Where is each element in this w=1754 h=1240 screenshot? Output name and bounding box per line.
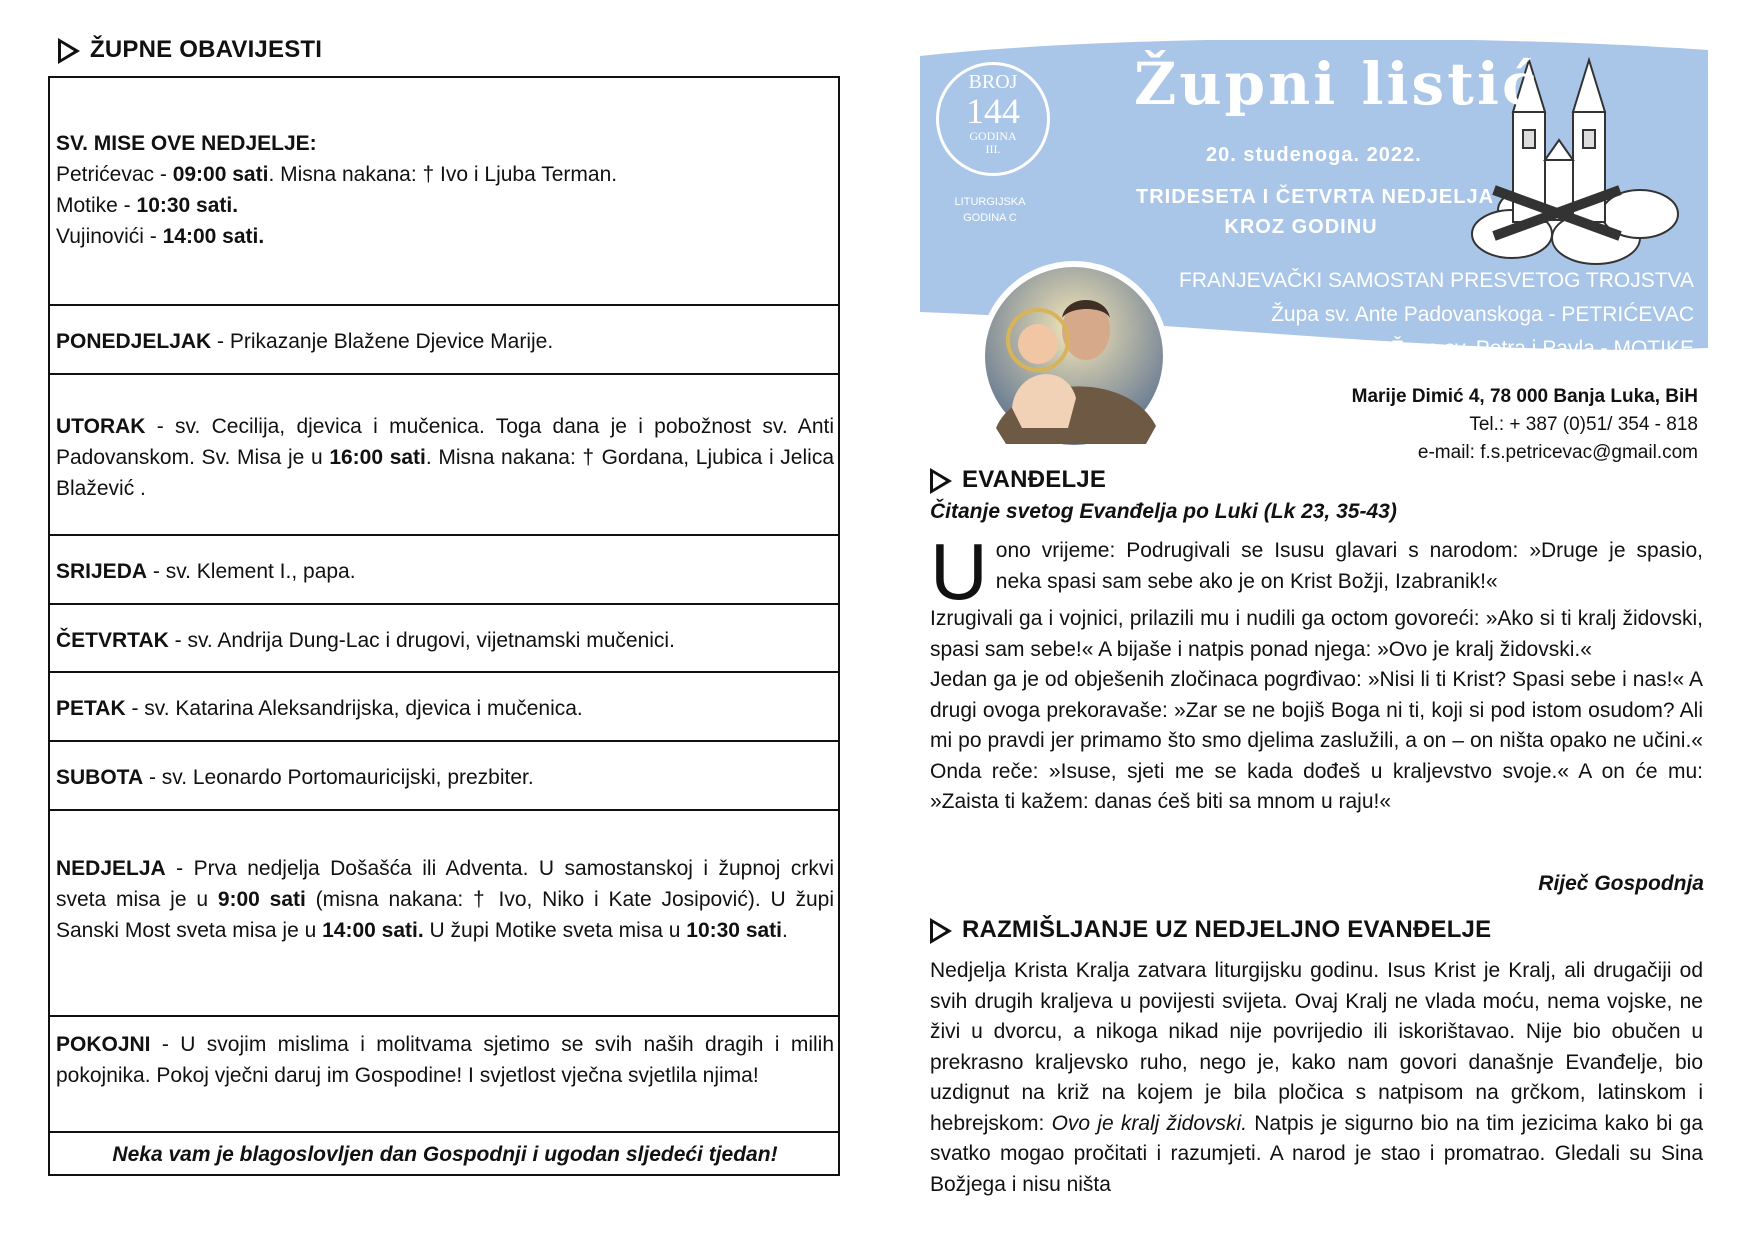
row-petak: PETAK - sv. Katarina Aleksandrijska, djevica i mučenica.	[50, 673, 838, 742]
row-subota: SUBOTA - sv. Leonardo Portomauricijski, prezbiter.	[50, 742, 838, 811]
row-masses: SV. MISE OVE NEDJELJE: Petrićevac - 09:00 sati. Misna nakana: † Ivo i Ljuba Terman. Motike - 10:30 sati. Vujinovići - 14:00 sati.	[50, 78, 838, 306]
sunday-name: TRIDESETA I ČETVRTA NEDJELJA KROZ GODINU	[1136, 186, 1495, 238]
section-title-announcements: ŽUPNE OBAVIJESTI	[58, 36, 322, 64]
bulletin-title: Župni listić	[1134, 50, 1541, 118]
contact-address: Marije Dimić 4, 78 000 Banja Luka, BiH	[1351, 386, 1698, 407]
header-banner	[920, 40, 1710, 400]
liturgical-year: LITURGIJSKA GODINA C	[954, 196, 1026, 224]
section-title-reflection: RAZMIŠLJANJE UZ NEDJELJNO EVANĐELJE	[930, 916, 1491, 944]
issue-badge: BROJ 144 GODINA III.	[936, 62, 1050, 176]
saint-anthony-portrait	[976, 258, 1172, 454]
row-utorak: UTORAK - sv. Cecilija, djevica i mučenica. Toga dana je i pobožnost sv. Anti Padovanskom. Sv. Misa je u 16:00 sati. Misna nakana: † Gordana, Ljubica i Jelica Blažević .	[50, 375, 838, 536]
reflection-text: Nedjelja Krista Kralja zatvara liturgijsku godinu. Isus Krist je Kralj, ali drugačiji od svih drugih kraljeva u povijesti svijeta. Ovaj Kralj ne vlada moću, nema vojske, ne živi u dvorcu, a nikoga nikad nije povrijedio ili iskorištavao. Nije bio obučen u prekrasno kraljevsko ruho, nego je, kako nam govori današnje Evanđelje, bio uzdignut na križ na kojem je bila pločica s natpisom na grčkom, latinskom i hebrejskom: Ovo je kralj židovski. Natpis je sigurno bio na tim jezicima kako bi ga svatko mogao pročitati i razumjeti. A narod je stao i promatrao. Gledali su Sina Božjega i nisu ništa	[930, 959, 1704, 1196]
triangle-bullet-icon	[930, 918, 952, 944]
row-cetvrtak: ČETVRTAK - sv. Andrija Dung-Lac i drugovi, vijetnamski mučenici.	[50, 605, 838, 673]
drop-cap: U	[930, 527, 988, 616]
masses-heading: SV. MISE OVE NEDJELJE:	[56, 132, 317, 155]
row-ponedjeljak: PONEDJELJAK - Prikazanje Blažene Djevice Marije.	[50, 306, 838, 375]
closing-blessing: Neka vam je blagoslovljen dan Gospodnji i ugodan sljedeći tjedan!	[112, 1143, 778, 1166]
gospel-subtitle: Čitanje svetog Evanđelja po Luki (Lk 23, 35-43)	[930, 500, 1397, 523]
section-title-gospel: EVANĐELJE	[930, 466, 1106, 494]
triangle-bullet-icon	[58, 38, 80, 64]
row-nedjelja: NEDJELJA - Prva nedjelja Došašća ili Adventa. U samostanskoj i župnoj crkvi sveta misa je u 9:00 sati (misna nakana: † Ivo, Niko i Kate Josipović). U župi Sanski Most sveta misa je u 14:00 sati. U župi Motike sveta misa u 10:30 sati.	[50, 811, 838, 1017]
announcements-box	[48, 76, 840, 1176]
gospel-closing: Riječ Gospodnja	[1538, 872, 1704, 895]
contact-phone: Tel.: + 387 (0)51/ 354 - 818	[1469, 414, 1698, 435]
gospel-text: Uono vrijeme: Podrugivali se Isusu glavari s narodom: »Druge je spasio, neka spasi sam sebe ako je on Krist Božji, Izabranik!« Izrugivali ga i vojnici, prilazili mu i nudili ga octom govoreći: »Ako si ti kralj židovski, spasi sam sebe!« A bijaše i natpis ponad njega: »Ovo je kralj židovski.« Jedan ga je od obješenih zločinaca pogrđivao: »Nisi li ti Krist? Spasi sebe i nas!« A drugi ovoga prekoravaše: »Zar se ne bojiš Boga ni ti, koji si pod istom osudom? Ali mi po pravdi jer primamo što smo djelima zaslužili, a on – on ništa opako ne učini.« Onda reče: »Isuse, sjeti me se kada dođeš u kraljevstvo svoje.« A on će mu: »Zaista ti kažem: danas ćeš biti sa mnom u raju!«	[930, 527, 1703, 813]
bulletin-date: 20. studenoga. 2022.	[1206, 144, 1422, 166]
row-pokojni: POKOJNI - U svojim mislima i molitvama sjetimo se svih naših dragih i milih pokojnika. Pokoj vječni daruj im Gospodine! I svjetlost vječna svjetlila njima!	[50, 1017, 838, 1133]
triangle-bullet-icon	[930, 468, 952, 494]
row-srijeda: SRIJEDA - sv. Klement I., papa.	[50, 536, 838, 605]
contact-email[interactable]: e-mail: f.s.petricevac@gmail.com	[1417, 442, 1698, 463]
organisation: FRANJEVAČKI SAMOSTAN PRESVETOG TROJSTVA Župa sv. Ante Padovanskoga - PETRIĆEVAC Župa sv. Petra i Pavla - MOTIKE	[1179, 269, 1694, 360]
